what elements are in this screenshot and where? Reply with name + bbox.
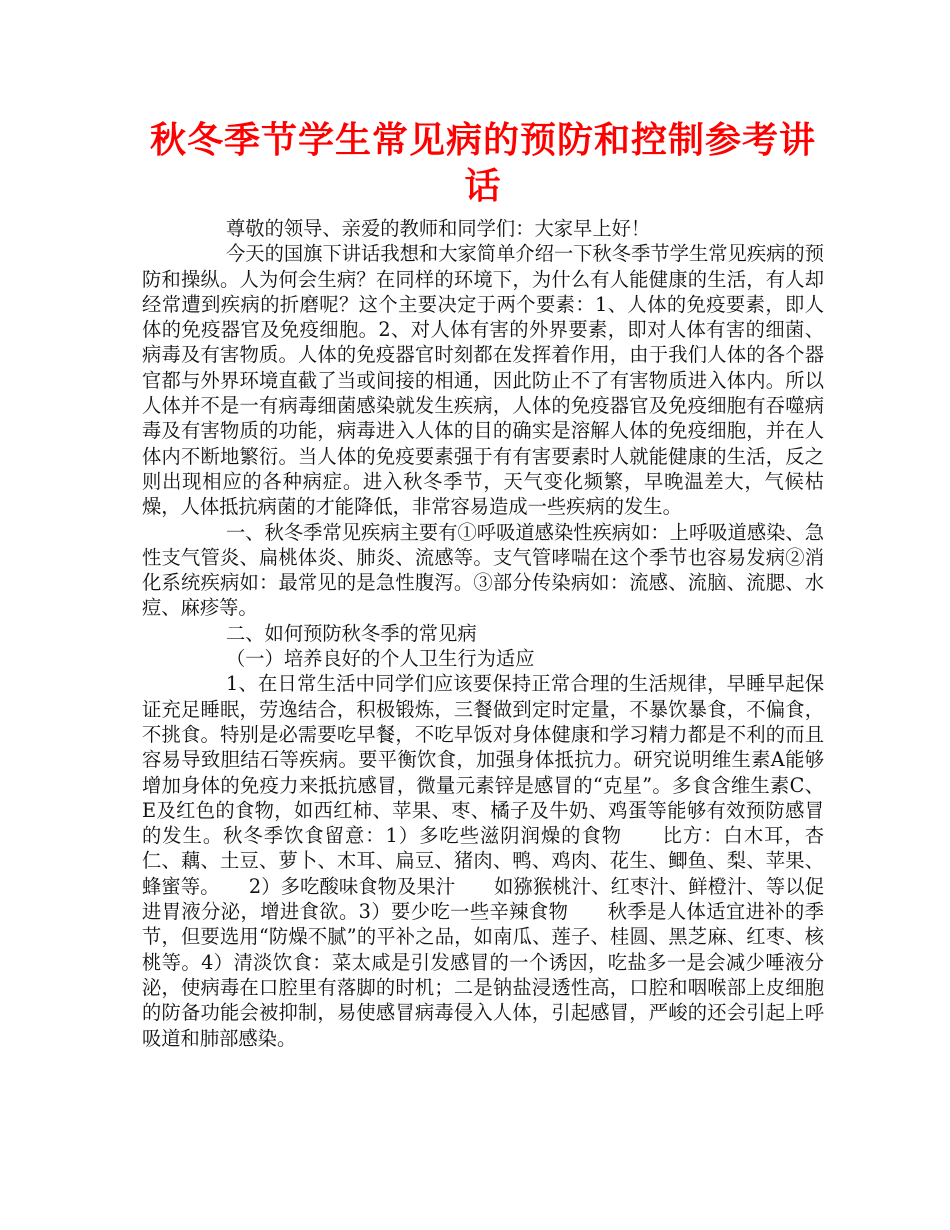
subsection-heading-hygiene: （一）培养良好的个人卫生行为适应 — [226, 647, 535, 671]
section-heading-prevention: 二、如何预防秋冬季的常见病 — [226, 621, 477, 645]
common-diseases-paragraph: 一、秋冬季常见疾病主要有①呼吸道感染性疾病如：上呼吸道感染、急性支气管炎、扁桃体炎、肺炎、流感等。支气管哮喘在这个季节也容易发病②消化系统疾病如：最常见的是急性腹泻。③部分传染病如：流感、流脑、流腮、水痘、麻疹等。 — [142, 520, 824, 620]
document-body — [142, 216, 824, 1051]
diet-paragraph: 1、在日常生活中同学们应该要保持正常合理的生活规律，早睡早起保证充足睡眠，劳逸结合，积极锻炼，三餐做到定时定量，不暴饮暴食，不偏食，不挑食。特别是必需要吃早餐，不吃早饭对身体健康和学习精力都是不利的而且容易导致胆结石等疾病。要平衡饮食，加强身体抵抗力。研究说明维生素A能够增加身体的免疫力来抵抗感冒，微量元素锌是感冒的“克星”。多食含维生素C、E及红色的食物，如西红柿、苹果、枣、橘子及牛奶、鸡蛋等能够有效预防感冒的发生。秋冬季饮食留意：1）多吃些滋阴润燥的食物 比方：白木耳，杏仁、藕、土豆、萝卜、木耳、扁豆、猪肉、鸭、鸡肉、花生、鲫鱼、梨、苹果、蜂蜜等。 2）多吃酸味食物及果汁 如猕猴桃汁、红枣汁、鲜橙汁、等以促进胃液分泌，增进食欲。3）要少吃一些辛辣食物 秋季是人体适宜进补的季节，但要选用“防燥不腻”的平补之品，如南瓜、莲子、桂圆、黑芝麻、红枣、核桃等。4）清淡饮食：菜太咸是引发感冒的一个诱因，吃盐多一是会减少唾液分泌，使病毒在口腔里有落脚的时机；二是钠盐浸透性高，口腔和咽喉部上皮细胞的防备功能会被抑制，易使感冒病毒侵入人体，引起感冒，严峻的还会引起上呼吸道和肺部感染。 — [142, 672, 824, 1050]
document-page — [142, 118, 824, 1051]
intro-paragraph: 今天的国旗下讲话我想和大家简单介绍一下秋冬季节学生常见疾病的预防和操纵。人为何会生病？在同样的环境下，为什么有人能健康的生活，有人却经常遭到疾病的折磨呢？这个主要决定于两个要素：1、人体的免疫要素，即人体的免疫器官及免疫细胞。2、对人体有害的外界要素，即对人体有害的细菌、病毒及有害物质。人体的免疫器官时刻都在发挥着作用，由于我们人体的各个器官都与外界环境直截了当或间接的相通，因此防止不了有害物质进入体内。所以人体并不是一有病毒细菌感染就发生疾病，人体的免疫器官及免疫细胞有吞噬病毒及有害物质的功能，病毒进入人体的目的确实是溶解人体的免疫细胞，并在人体内不断地繁衍。当人体的免疫要素强于有有害要素时人就能健康的生活，反之则出现相应的各种病症。进入秋冬季节，天气变化频繁，早晚温差大，气候枯燥，人体抵抗病菌的才能降低，非常容易造成一些疾病的发生。 — [142, 242, 824, 519]
greeting-paragraph: 尊敬的领导、亲爱的教师和同学们：大家早上好！ — [226, 217, 651, 240]
document-title: 秋冬季节学生常见病的预防和控制参考讲话 — [149, 120, 816, 207]
